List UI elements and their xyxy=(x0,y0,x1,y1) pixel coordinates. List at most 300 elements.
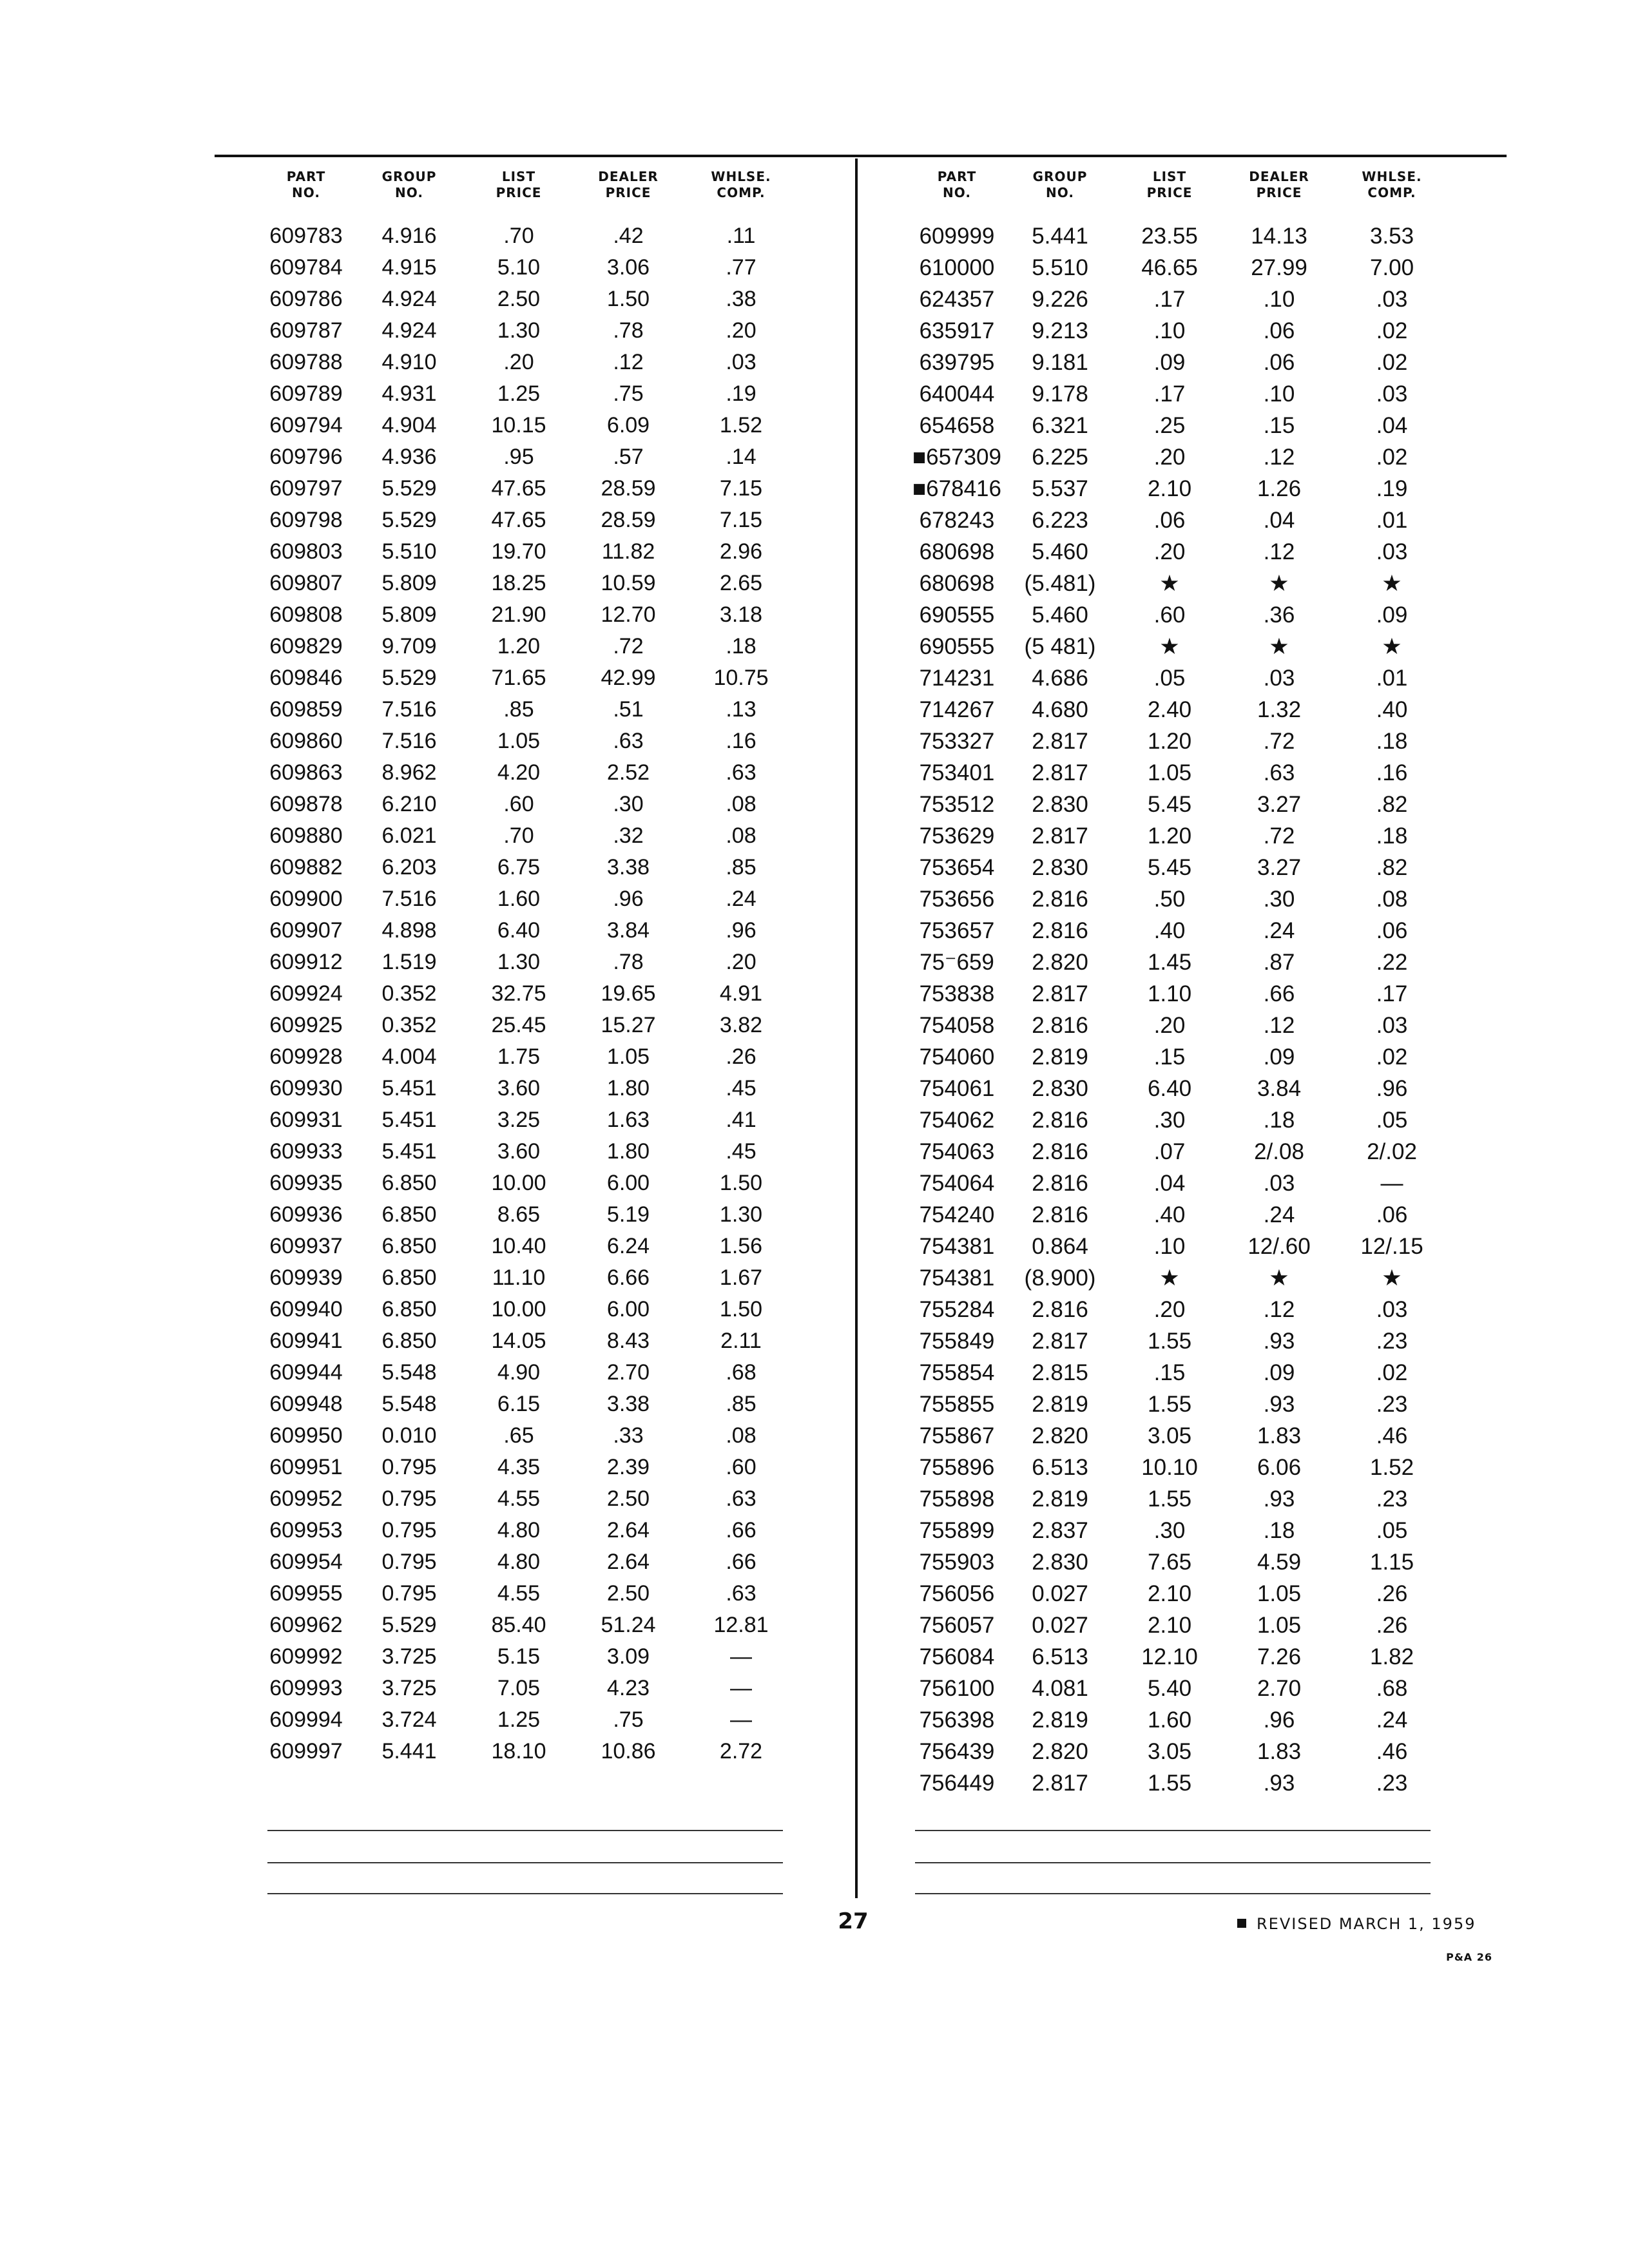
cell-dealer-price: 12.70 xyxy=(601,602,656,627)
cell-whlse-comp: ★ xyxy=(1382,571,1402,596)
cell-dealer-price: .06 xyxy=(1263,350,1295,375)
cell-list-price: 19.70 xyxy=(491,539,546,564)
cell-part-no: 755903 xyxy=(919,1550,995,1575)
header-group-no: GROUP NO. xyxy=(381,169,437,200)
cell-whlse-comp: — xyxy=(730,1676,752,1700)
cell-whlse-comp: 1.50 xyxy=(719,1171,763,1195)
cell-part-no: 609786 xyxy=(269,287,343,311)
cell-whlse-comp: .68 xyxy=(726,1360,757,1385)
cell-dealer-price: 3.27 xyxy=(1257,855,1302,880)
cell-list-price: .60 xyxy=(1153,602,1186,628)
table-row xyxy=(909,915,1450,947)
cell-whlse-comp: .02 xyxy=(1376,350,1408,375)
table-row xyxy=(258,1357,799,1389)
cell-dealer-price: .51 xyxy=(613,697,644,722)
table-row xyxy=(909,1673,1450,1704)
cell-list-price: .40 xyxy=(1153,1202,1186,1227)
cell-list-price: 1.60 xyxy=(497,887,541,911)
table-row xyxy=(909,883,1450,915)
cell-group-no: 4.686 xyxy=(1032,666,1088,691)
table-row xyxy=(909,852,1450,883)
table-row xyxy=(258,220,799,252)
cell-whlse-comp: .40 xyxy=(1376,697,1408,722)
table-row xyxy=(909,1767,1450,1799)
cell-list-price: 85.40 xyxy=(491,1613,546,1637)
cell-dealer-price: 8.43 xyxy=(606,1329,650,1353)
table-row xyxy=(909,1168,1450,1199)
cell-list-price: 4.80 xyxy=(497,1550,541,1574)
cell-list-price: .30 xyxy=(1153,1108,1186,1133)
cell-list-price: 1.20 xyxy=(1147,823,1192,849)
cell-part-no: 609882 xyxy=(269,855,343,879)
cell-whlse-comp: .38 xyxy=(726,287,757,311)
cell-dealer-price: 3.84 xyxy=(1257,1076,1302,1101)
cell-whlse-comp: .03 xyxy=(726,350,757,374)
blank-line xyxy=(915,1893,1431,1894)
cell-whlse-comp: 2/.02 xyxy=(1367,1139,1417,1164)
cell-part-no: 609788 xyxy=(269,350,343,374)
cell-group-no: 2.830 xyxy=(1032,1076,1088,1101)
cell-part-no: 609954 xyxy=(269,1550,343,1574)
table-row xyxy=(258,1641,799,1673)
cell-whlse-comp: 2.11 xyxy=(720,1329,762,1353)
cell-group-no: 6.850 xyxy=(381,1329,437,1353)
table-row xyxy=(909,220,1450,252)
cell-list-price: 10.40 xyxy=(491,1234,546,1258)
cell-whlse-comp: .85 xyxy=(726,1392,757,1416)
cell-group-no: 4.915 xyxy=(381,255,437,280)
cell-whlse-comp: .46 xyxy=(1376,1423,1408,1448)
cell-dealer-price: 2.50 xyxy=(606,1486,650,1511)
cell-whlse-comp: .03 xyxy=(1376,287,1408,312)
header-whlse-comp: WHLSE. COMP. xyxy=(711,169,771,200)
cell-list-price: .85 xyxy=(503,697,534,722)
cell-whlse-comp: .63 xyxy=(726,1486,757,1511)
cell-part-no: 609784 xyxy=(269,255,343,280)
cell-list-price: 47.65 xyxy=(491,508,546,532)
cell-dealer-price: 3.27 xyxy=(1257,792,1302,817)
cell-part-no: 690555 xyxy=(919,602,995,628)
cell-dealer-price: .30 xyxy=(613,792,644,816)
cell-part-no: 756439 xyxy=(919,1739,995,1764)
cell-part-no: 678243 xyxy=(919,508,995,533)
cell-whlse-comp: .19 xyxy=(726,381,757,406)
table-row xyxy=(909,1736,1450,1767)
cell-dealer-price: .75 xyxy=(613,1707,644,1732)
table-row xyxy=(909,315,1450,347)
cell-whlse-comp: ★ xyxy=(1382,1265,1402,1291)
cell-list-price: 5.45 xyxy=(1147,792,1192,817)
table-row xyxy=(258,1010,799,1041)
cell-group-no: 0.027 xyxy=(1032,1581,1088,1606)
cell-list-price: 71.65 xyxy=(491,666,546,690)
cell-part-no: 756056 xyxy=(919,1581,995,1606)
cell-part-no: 755867 xyxy=(919,1423,995,1448)
cell-dealer-price: .18 xyxy=(1263,1108,1295,1133)
cell-dealer-price: 1.26 xyxy=(1257,476,1302,501)
table-row xyxy=(258,1483,799,1515)
cell-part-no: 754064 xyxy=(919,1171,995,1196)
cell-dealer-price: 51.24 xyxy=(601,1613,656,1637)
table-row xyxy=(258,315,799,347)
cell-group-no: 2.819 xyxy=(1032,1707,1088,1733)
cell-dealer-price: .75 xyxy=(613,381,644,406)
cell-dealer-price: .12 xyxy=(613,350,644,374)
table-row xyxy=(258,1136,799,1168)
cell-list-price: .20 xyxy=(1153,1297,1186,1322)
cell-list-price: .20 xyxy=(503,350,534,374)
cell-list-price: 6.40 xyxy=(497,918,541,943)
cell-list-price: 23.55 xyxy=(1141,224,1198,249)
cell-dealer-price: 2/.08 xyxy=(1254,1139,1304,1164)
cell-list-price: .05 xyxy=(1153,666,1186,691)
cell-group-no: 4.910 xyxy=(381,350,437,374)
cell-list-price: 5.15 xyxy=(497,1644,541,1669)
cell-list-price: 6.40 xyxy=(1147,1076,1192,1101)
cell-list-price: 1.60 xyxy=(1147,1707,1192,1733)
cell-part-no: 609931 xyxy=(269,1108,343,1132)
header-dealer-price: DEALER PRICE xyxy=(598,169,659,200)
cell-list-price: 8.65 xyxy=(497,1202,541,1227)
cell-dealer-price: 7.26 xyxy=(1257,1644,1302,1669)
cell-dealer-price: 3.06 xyxy=(606,255,650,280)
cell-group-no: 5.510 xyxy=(381,539,437,564)
cell-group-no: 5.529 xyxy=(381,476,437,501)
cell-whlse-comp: 7.15 xyxy=(719,508,763,532)
table-row xyxy=(258,568,799,599)
cell-part-no: 609798 xyxy=(269,508,343,532)
cell-dealer-price: .93 xyxy=(1263,1771,1295,1796)
cell-group-no: 1.519 xyxy=(381,950,437,974)
cell-dealer-price: 42.99 xyxy=(601,666,656,690)
cell-whlse-comp: .45 xyxy=(726,1139,757,1164)
cell-whlse-comp: .18 xyxy=(1376,823,1408,849)
cell-group-no: 0.795 xyxy=(381,1486,437,1511)
cell-whlse-comp: 1.52 xyxy=(719,413,763,437)
cell-list-price: 1.75 xyxy=(497,1044,541,1069)
cell-part-no: 639795 xyxy=(919,350,995,375)
cell-part-no: 609880 xyxy=(269,823,343,848)
cell-whlse-comp: 7.00 xyxy=(1369,255,1414,280)
table-row xyxy=(909,947,1450,978)
cell-part-no: 609955 xyxy=(269,1581,343,1606)
cell-list-price: 11.10 xyxy=(492,1265,546,1290)
cell-group-no: 5.441 xyxy=(381,1739,437,1763)
table-row xyxy=(258,536,799,568)
cell-list-price: 5.45 xyxy=(1147,855,1192,880)
cell-whlse-comp: .63 xyxy=(726,1581,757,1606)
cell-group-no: 0.352 xyxy=(381,981,437,1006)
table-header xyxy=(909,169,1450,211)
cell-part-no: 609951 xyxy=(269,1455,343,1479)
cell-dealer-price: .96 xyxy=(613,887,644,911)
cell-part-no: 609944 xyxy=(269,1360,343,1385)
cell-dealer-price: .93 xyxy=(1263,1486,1295,1512)
cell-list-price: 7.05 xyxy=(497,1676,541,1700)
cell-whlse-comp: .23 xyxy=(1376,1486,1408,1512)
table-row xyxy=(258,1231,799,1262)
cell-group-no: 5.441 xyxy=(1032,224,1088,249)
cell-dealer-price: .18 xyxy=(1263,1518,1295,1543)
cell-group-no: 2.817 xyxy=(1032,760,1088,785)
table-row xyxy=(258,1104,799,1136)
cell-group-no: 2.820 xyxy=(1032,1423,1088,1448)
cell-part-no: 609907 xyxy=(269,918,343,943)
cell-whlse-comp: — xyxy=(730,1644,752,1669)
cell-part-no: 609952 xyxy=(269,1486,343,1511)
cell-dealer-price: 3.09 xyxy=(606,1644,650,1669)
cell-dealer-price: 6.24 xyxy=(606,1234,650,1258)
cell-group-no: 9.181 xyxy=(1032,350,1088,375)
right-price-table xyxy=(909,169,1450,1799)
cell-dealer-price: 10.59 xyxy=(601,571,656,595)
left-price-table xyxy=(258,169,799,1767)
cell-list-price: ★ xyxy=(1159,1265,1180,1291)
cell-group-no: 5.510 xyxy=(1032,255,1088,280)
cell-part-no: 609953 xyxy=(269,1518,343,1542)
cell-group-no: 3.724 xyxy=(381,1707,437,1732)
cell-whlse-comp: 3.18 xyxy=(719,602,763,627)
cell-group-no: 0.864 xyxy=(1032,1234,1088,1259)
cell-part-no: 754381 xyxy=(919,1234,995,1259)
cell-group-no: 6.850 xyxy=(381,1171,437,1195)
cell-whlse-comp: .96 xyxy=(726,918,757,943)
blank-line xyxy=(267,1830,783,1831)
cell-list-price: .15 xyxy=(1153,1360,1186,1385)
cell-dealer-price: 6.06 xyxy=(1257,1455,1302,1480)
table-row xyxy=(258,694,799,726)
table-row xyxy=(258,1041,799,1073)
table-row xyxy=(258,599,799,631)
cell-part-no: 756398 xyxy=(919,1707,995,1733)
table-row xyxy=(909,1610,1450,1641)
cell-list-price: .30 xyxy=(1153,1518,1186,1543)
cell-part-no: 680698 xyxy=(919,539,995,564)
cell-part-no: 609859 xyxy=(269,697,343,722)
cell-dealer-price: .93 xyxy=(1263,1392,1295,1417)
table-row xyxy=(258,1673,799,1704)
table-row xyxy=(909,1231,1450,1262)
cell-list-price: 3.60 xyxy=(497,1139,541,1164)
cell-group-no: 2.820 xyxy=(1032,950,1088,975)
cell-whlse-comp: .18 xyxy=(1376,729,1408,754)
cell-whlse-comp: 1.82 xyxy=(1369,1644,1414,1669)
cell-group-no: 9.213 xyxy=(1032,318,1088,343)
cell-whlse-comp: .09 xyxy=(1376,602,1408,628)
table-row xyxy=(909,789,1450,820)
cell-group-no: 2.817 xyxy=(1032,981,1088,1006)
cell-dealer-price: .30 xyxy=(1263,887,1295,912)
cell-dealer-price: .72 xyxy=(1263,823,1295,849)
table-row xyxy=(909,378,1450,410)
cell-group-no: 2.830 xyxy=(1032,792,1088,817)
cell-list-price: .20 xyxy=(1153,445,1186,470)
table-row xyxy=(258,820,799,852)
cell-dealer-price: 2.64 xyxy=(606,1518,650,1542)
cell-group-no: (8.900) xyxy=(1024,1265,1096,1291)
cell-group-no: 2.817 xyxy=(1032,729,1088,754)
cell-dealer-price: .42 xyxy=(613,224,644,248)
cell-part-no: 609796 xyxy=(269,445,343,469)
cell-whlse-comp: .26 xyxy=(726,1044,757,1069)
cell-group-no: 5.529 xyxy=(381,666,437,690)
cell-part-no: 755855 xyxy=(919,1392,995,1417)
cell-part-no: 753629 xyxy=(919,823,995,849)
cell-whlse-comp: .20 xyxy=(726,318,757,343)
cell-whlse-comp: .22 xyxy=(1376,950,1408,975)
cell-whlse-comp: — xyxy=(1380,1171,1403,1196)
cell-list-price: 3.05 xyxy=(1147,1739,1192,1764)
cell-part-no: 609933 xyxy=(269,1139,343,1164)
cell-list-price: 3.60 xyxy=(497,1076,541,1100)
cell-group-no: 0.010 xyxy=(381,1423,437,1448)
cell-list-price: 18.25 xyxy=(491,571,546,595)
table-row xyxy=(258,1168,799,1199)
cell-dealer-price: 3.38 xyxy=(606,1392,650,1416)
cell-part-no: 753327 xyxy=(919,729,995,754)
table-row xyxy=(258,1704,799,1736)
table-row xyxy=(909,978,1450,1010)
cell-part-no: 609878 xyxy=(269,792,343,816)
cell-part-no: ■657309 xyxy=(912,445,1001,470)
cell-list-price: 1.55 xyxy=(1147,1392,1192,1417)
cell-group-no: 6.513 xyxy=(1032,1455,1088,1480)
cell-dealer-price: .10 xyxy=(1263,381,1295,407)
table-row xyxy=(258,726,799,757)
cell-dealer-price: .63 xyxy=(1263,760,1295,785)
table-body xyxy=(258,220,799,1767)
cell-part-no: 609997 xyxy=(269,1739,343,1763)
cell-group-no: 5.451 xyxy=(381,1139,437,1164)
cell-dealer-price: 12/.60 xyxy=(1248,1234,1311,1259)
table-row xyxy=(258,662,799,694)
table-row xyxy=(258,1199,799,1231)
cell-group-no: 7.516 xyxy=(381,729,437,753)
cell-dealer-price: 27.99 xyxy=(1251,255,1307,280)
cell-list-price: 4.55 xyxy=(497,1486,541,1511)
cell-dealer-price: 1.05 xyxy=(1257,1581,1302,1606)
cell-list-price: 5.10 xyxy=(497,255,541,280)
blank-line xyxy=(915,1862,1431,1863)
table-row xyxy=(258,757,799,789)
cell-whlse-comp: .85 xyxy=(726,855,757,879)
cell-dealer-price: 5.19 xyxy=(606,1202,650,1227)
cell-part-no: 680698 xyxy=(919,571,995,596)
cell-list-price: .25 xyxy=(1153,413,1186,438)
cell-list-price: 4.90 xyxy=(497,1360,541,1385)
revision-note xyxy=(1237,1915,1495,1933)
header-dealer-price: DEALER PRICE xyxy=(1249,169,1309,200)
cell-dealer-price: .12 xyxy=(1263,1013,1295,1038)
cell-dealer-price: 6.00 xyxy=(606,1297,650,1321)
table-row xyxy=(909,662,1450,694)
cell-list-price: 12.10 xyxy=(1141,1644,1198,1669)
cell-part-no: 714231 xyxy=(919,666,995,691)
cell-group-no: 7.516 xyxy=(381,697,437,722)
table-row xyxy=(909,1704,1450,1736)
cell-whlse-comp: 1.52 xyxy=(1369,1455,1414,1480)
cell-group-no: 6.513 xyxy=(1032,1644,1088,1669)
cell-list-price: 1.10 xyxy=(1147,981,1192,1006)
cell-dealer-price: 2.50 xyxy=(606,1581,650,1606)
cell-group-no: 5.460 xyxy=(1032,602,1088,628)
cell-list-price: .07 xyxy=(1153,1139,1186,1164)
cell-group-no: (5 481) xyxy=(1024,634,1096,659)
cell-group-no: 2.816 xyxy=(1032,1171,1088,1196)
cell-whlse-comp: .68 xyxy=(1376,1676,1408,1701)
cell-group-no: 5.460 xyxy=(1032,539,1088,564)
revision-text: REVISED MARCH 1, 1959 xyxy=(1257,1915,1476,1933)
cell-dealer-price: .15 xyxy=(1263,413,1295,438)
cell-part-no: 624357 xyxy=(919,287,995,312)
cell-dealer-price: 1.83 xyxy=(1257,1423,1302,1448)
cell-part-no: 609928 xyxy=(269,1044,343,1069)
cell-group-no: 4.081 xyxy=(1032,1676,1088,1701)
table-row xyxy=(258,505,799,536)
cell-dealer-price: .33 xyxy=(613,1423,644,1448)
cell-list-price: .15 xyxy=(1153,1044,1186,1070)
cell-part-no: 609994 xyxy=(269,1707,343,1732)
cell-part-no: 754381 xyxy=(919,1265,995,1291)
cell-group-no: 2.830 xyxy=(1032,1550,1088,1575)
cell-part-no: 609930 xyxy=(269,1076,343,1100)
cell-dealer-price: 6.09 xyxy=(606,413,650,437)
cell-whlse-comp: .66 xyxy=(726,1518,757,1542)
cell-part-no: 610000 xyxy=(919,255,995,280)
table-row xyxy=(909,694,1450,726)
cell-group-no: 5.548 xyxy=(381,1360,437,1385)
table-row xyxy=(258,284,799,315)
cell-group-no: 5.529 xyxy=(381,508,437,532)
cell-part-no: 609863 xyxy=(269,760,343,785)
table-row xyxy=(909,252,1450,284)
cell-dealer-price: .24 xyxy=(1263,918,1295,943)
cell-list-price: 10.00 xyxy=(491,1171,546,1195)
cell-list-price: 2.40 xyxy=(1147,697,1192,722)
cell-part-no: 609924 xyxy=(269,981,343,1006)
table-row xyxy=(909,1041,1450,1073)
cell-whlse-comp: .26 xyxy=(1376,1581,1408,1606)
cell-list-price: 2.50 xyxy=(497,287,541,311)
cell-dealer-price: .96 xyxy=(1263,1707,1295,1733)
cell-group-no: 3.725 xyxy=(381,1676,437,1700)
cell-dealer-price: .57 xyxy=(613,445,644,469)
cell-group-no: 4.916 xyxy=(381,224,437,248)
cell-list-price: .10 xyxy=(1153,1234,1186,1259)
cell-group-no: 4.004 xyxy=(381,1044,437,1069)
table-row xyxy=(909,505,1450,536)
table-row xyxy=(909,1452,1450,1483)
cell-group-no: 5.548 xyxy=(381,1392,437,1416)
cell-group-no: 6.021 xyxy=(381,823,437,848)
blank-line xyxy=(267,1862,783,1863)
table-row xyxy=(258,789,799,820)
cell-group-no: 0.795 xyxy=(381,1581,437,1606)
cell-part-no: 753401 xyxy=(919,760,995,785)
cell-group-no: 3.725 xyxy=(381,1644,437,1669)
cell-group-no: 4.898 xyxy=(381,918,437,943)
cell-whlse-comp: .17 xyxy=(1376,981,1408,1006)
cell-list-price: 1.55 xyxy=(1147,1486,1192,1512)
cell-whlse-comp: — xyxy=(730,1707,752,1732)
table-body xyxy=(909,220,1450,1799)
cell-list-price: 1.55 xyxy=(1147,1771,1192,1796)
cell-list-price: .70 xyxy=(503,224,534,248)
cell-list-price: 10.10 xyxy=(1141,1455,1198,1480)
table-row xyxy=(258,947,799,978)
cell-list-price: 1.05 xyxy=(497,729,541,753)
cell-list-price: 1.30 xyxy=(497,318,541,343)
